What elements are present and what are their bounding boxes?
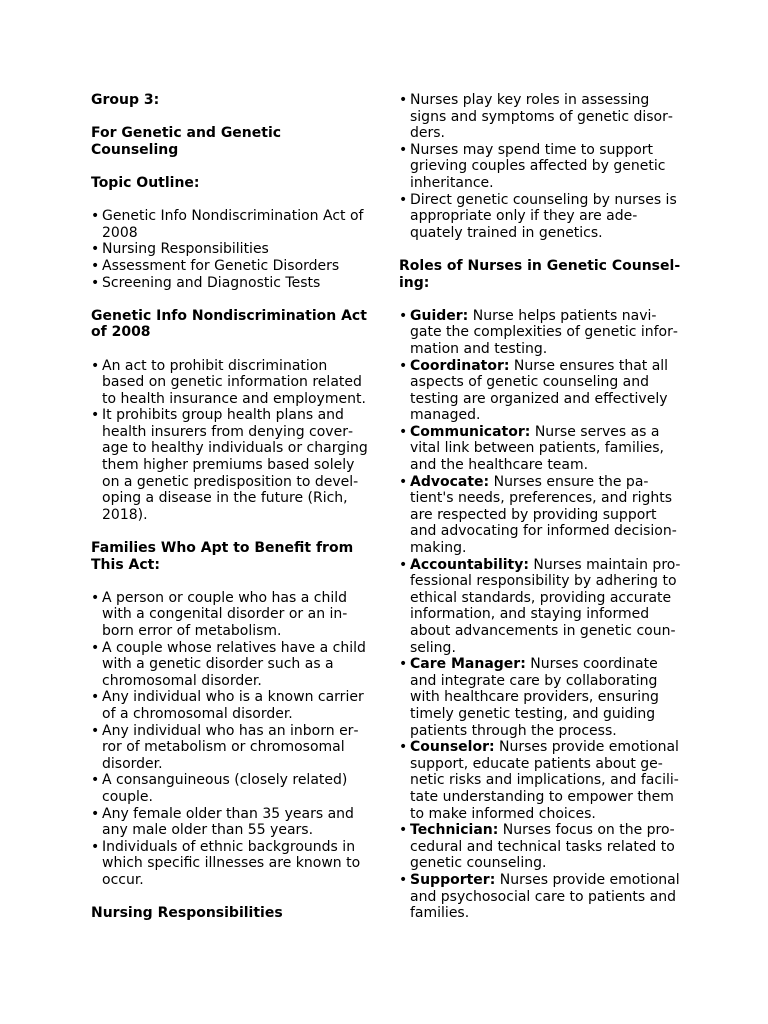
role-description: Nurses ensure the patient's needs, preferences, and rights are respected by providing support and advocating for informed decision-making. bbox=[410, 473, 677, 557]
role-item bbox=[399, 557, 681, 657]
role-description: Nurses provide emotional and psychosocial care to patients and families. bbox=[410, 871, 680, 922]
role-description: Nurses coordinate and integrate care by collaborating with healthcare providers, ensuring timely genetic testing, and guiding patients through the process. bbox=[410, 656, 659, 739]
outline-item: • Nursing Responsibilities bbox=[91, 241, 371, 258]
role-term: Technician: bbox=[410, 822, 499, 839]
families-item: • Any female older than 35 years and any male older than 55 years. bbox=[91, 806, 371, 839]
nursing-list bbox=[399, 92, 681, 241]
role-term: Guider: bbox=[410, 307, 469, 324]
outline-heading: Topic Outline: bbox=[91, 174, 200, 191]
role-item bbox=[399, 872, 681, 922]
group-title: Group 3: bbox=[91, 92, 160, 108]
role-item bbox=[399, 358, 681, 424]
role-item bbox=[399, 424, 681, 474]
role-item bbox=[399, 308, 681, 358]
role-item bbox=[399, 656, 681, 739]
roles-list bbox=[399, 308, 681, 922]
gina-list bbox=[91, 358, 371, 524]
families-item: • A consanguineous (closely related) couple. bbox=[91, 772, 371, 805]
outline-list bbox=[91, 208, 371, 291]
role-description: Nurses provide emotional support, educate patients about genetic risks and implications, and facilitate understanding to empower them to make informed choices. bbox=[410, 739, 679, 822]
role-description: Nurse serves as a vital link between patients, families, and the healthcare team. bbox=[410, 423, 664, 474]
role-term: Care Manager: bbox=[410, 656, 526, 673]
left-column bbox=[91, 92, 371, 938]
gina-item: • It prohibits group health plans and health insurers from denying coverage to healthy individuals or charging them higher premiums based solely on a genetic predisposition to developing a disease in the future (Rich, 2018). bbox=[91, 407, 371, 523]
right-column bbox=[399, 92, 681, 938]
nursing-heading: Nursing Responsibilities bbox=[91, 905, 283, 922]
gina-heading: Genetic Info Nondiscrimination Act of 2008 bbox=[91, 307, 367, 341]
role-term: Advocate: bbox=[410, 473, 490, 490]
nursing-item: • Nurses play key roles in assessing signs and symptoms of genetic disorders. bbox=[399, 92, 681, 142]
families-item: • Individuals of ethnic backgrounds in which specific illnesses are known to occur. bbox=[91, 839, 371, 889]
role-term: Communicator: bbox=[410, 423, 531, 440]
role-term: Accountability: bbox=[410, 556, 529, 573]
role-description: Nurse helps patients navigate the complexities of genetic information and testing. bbox=[410, 307, 678, 357]
gina-item: • An act to prohibit discrimination based on genetic information related to health insurance and employment. bbox=[91, 358, 371, 408]
document-subtitle: For Genetic and Genetic Counseling bbox=[91, 125, 282, 158]
role-term: Counselor: bbox=[410, 739, 495, 756]
families-item: • Any individual who is a known carrier of a chromosomal disorder. bbox=[91, 689, 371, 722]
outline-item: • Genetic Info Nondiscrimination Act of 2008 bbox=[91, 208, 371, 241]
families-heading: Families Who Apt to Benefit from This Act: bbox=[91, 540, 354, 573]
role-item bbox=[399, 474, 681, 557]
families-item: • A person or couple who has a child with a congenital disorder or an inborn error of metabolism. bbox=[91, 590, 371, 640]
role-description: Nurses focus on the procedural and technical tasks related to genetic counseling. bbox=[410, 822, 675, 872]
role-term: Coordinator: bbox=[410, 357, 510, 374]
outline-item: • Assessment for Genetic Disorders bbox=[91, 258, 371, 275]
nursing-item: • Direct genetic counseling by nurses is appropriate only if they are adequately trained in genetics. bbox=[399, 192, 681, 242]
families-item: • Any individual who has an inborn error of metabolism or chromosomal disorder. bbox=[91, 723, 371, 773]
role-description: Nurse ensures that all aspects of genetic counseling and testing are organized and effectively managed. bbox=[410, 357, 669, 424]
outline-item: • Screening and Diagnostic Tests bbox=[91, 275, 371, 292]
role-description: Nurses maintain professional responsibility by adhering to ethical standards, providing accurate information, and staying informed about advancements in genetic counseling. bbox=[410, 556, 681, 656]
roles-heading: Roles of Nurses in Genetic Counseling: bbox=[399, 257, 681, 291]
families-list bbox=[91, 590, 371, 889]
role-item bbox=[399, 822, 681, 872]
role-term: Supporter: bbox=[410, 871, 496, 888]
role-item bbox=[399, 739, 681, 822]
families-item: • A couple whose relatives have a child with a genetic disorder such as a chromosomal disorder. bbox=[91, 640, 371, 690]
nursing-item: • Nurses may spend time to support grieving couples affected by genetic inheritance. bbox=[399, 142, 681, 192]
